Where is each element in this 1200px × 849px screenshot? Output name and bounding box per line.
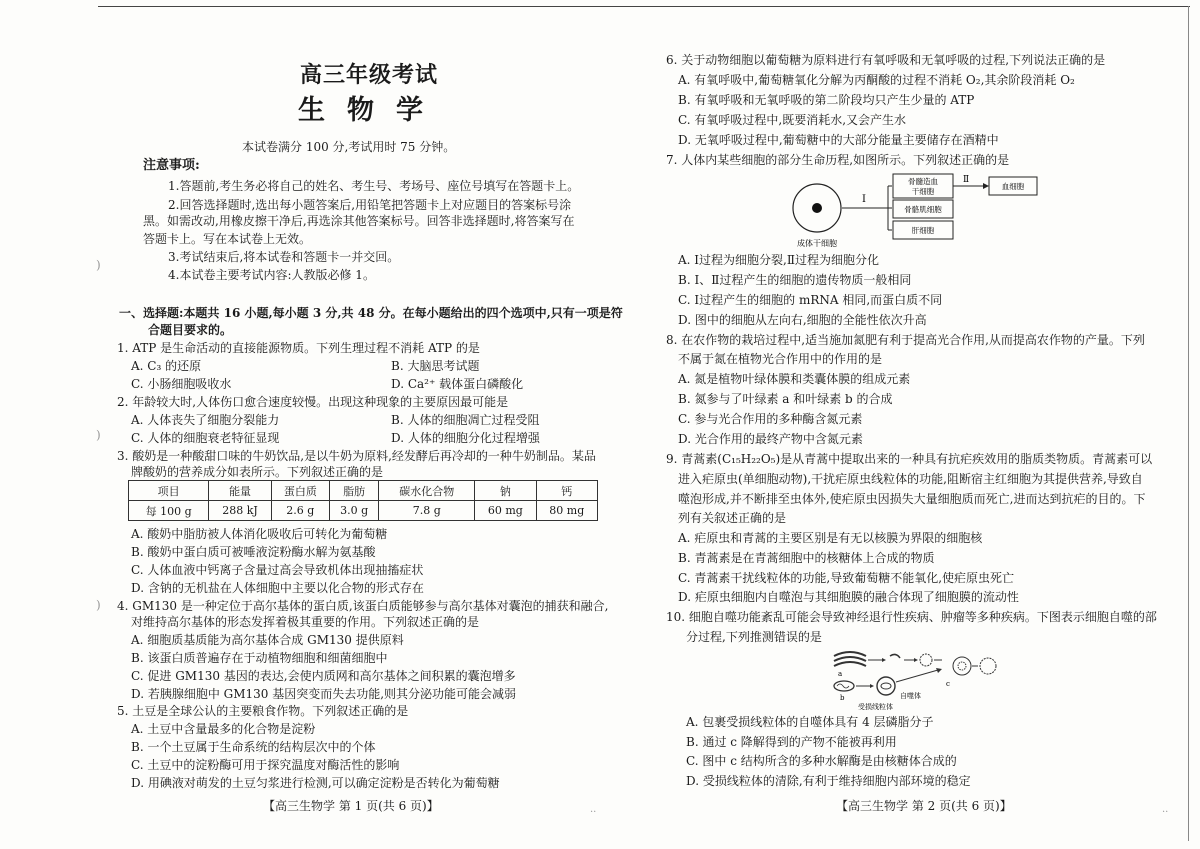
arrow-head: [914, 658, 918, 662]
q2-option-c: C. 人体的细胞衰老特征显现: [131, 431, 280, 445]
label-c: c: [946, 680, 950, 688]
stem-cell-label: 成体干细胞: [797, 239, 837, 248]
q10-option-d: D. 受损线粒体的清除,有利于维持细胞内部环境的稳定: [686, 774, 971, 788]
question-4-stem-cont: 对维持高尔基体的形态发挥着极其重要的作用。下列叙述正确的是: [131, 615, 480, 629]
box-label: 肝细胞: [911, 226, 935, 235]
scan-mark: ..: [1162, 804, 1169, 815]
table-header-cell: 碳水化合物: [379, 481, 475, 501]
exam-title: 高三年级考试: [300, 62, 439, 88]
table-row: [129, 501, 598, 521]
q1-option-b: B. 大脑思考试题: [391, 359, 480, 373]
q5-option-c: C. 土豆中的淀粉酶可用于探究温度对酶活性的影响: [131, 758, 400, 772]
q5-option-b: B. 一个土豆属于生命系统的结构层次中的个体: [131, 740, 376, 754]
note-line: 4.本试卷主要考试内容:人教版必修 1。: [168, 268, 375, 282]
q9-option-a: A. 疟原虫和青蒿的主要区别是有无以核膜为界限的细胞核: [678, 531, 983, 545]
table-header-cell: 能量: [209, 481, 271, 501]
q6-option-d: D. 无氧呼吸过程中,葡萄糖中的大部分能量主要储存在酒精中: [678, 133, 999, 147]
q7-option-a: A. Ⅰ过程为细胞分裂,Ⅱ过程为细胞分化: [678, 253, 880, 267]
question-7-stem: 7. 人体内某些细胞的部分生命历程,如图所示。下列叙述正确的是: [666, 153, 1010, 167]
arrow-head: [983, 183, 989, 189]
q5-option-d: D. 用碘液对萌发的土豆匀浆进行检测,可以确定淀粉是否转化为葡萄糖: [131, 776, 500, 790]
note-line: 答题卡上。写在本试卷上无效。: [143, 232, 312, 246]
question-10-stem: 10. 细胞自噬功能紊乱可能会导致神经退行性疾病、肿瘤等多种疾病。下图表示细胞自噬的部: [666, 610, 1157, 624]
label-autophagosome: 自噬体: [900, 692, 921, 700]
question-8-stem-cont: 不属于氮在植物光合作用中的作用的是: [678, 352, 883, 366]
scan-mark: ..: [590, 804, 597, 815]
note-line: 2.回答选择题时,选出每小题答案后,用铅笔把答题卡上对应题目的答案标号涂: [168, 198, 572, 212]
q10-option-a: A. 包裹受损线粒体的自噬体具有 4 层磷脂分子: [686, 715, 934, 729]
question-3-stem: 3. 酸奶是一种酸甜口味的牛奶饮品,是以牛奶为原料,经发酵后再冷却的一种牛奶制品。某品: [117, 449, 596, 463]
q3-option-c: C. 人体血液中钙离子含量过高会导致机体出现抽搐症状: [131, 563, 424, 577]
q6-option-c: C. 有氧呼吸过程中,既要消耗水,又会产生水: [678, 113, 907, 127]
question-9-stem: 9. 青蒿素(C₁₅H₂₂O₅)是从青蒿中提取出来的一种具有抗疟疾效用的脂质类物质。青蒿素可以: [666, 452, 1153, 466]
punch-mark: ): [96, 598, 101, 612]
table-cell: 每 100 g: [129, 501, 209, 521]
q3-option-b: B. 酸奶中蛋白质可被唾液淀粉酶水解为氨基酸: [131, 545, 376, 559]
er-membrane: [834, 657, 866, 661]
q5-option-a: A. 土豆中含量最多的化合物是淀粉: [131, 722, 316, 736]
box-label: 骨骼肌细胞: [904, 205, 942, 214]
table-cell: 2.6 g: [271, 501, 329, 521]
notes-heading: 注意事项:: [143, 158, 200, 173]
note-line: 黑。如需改动,用橡皮擦干净后,再选涂其他答案标号。回答非选择题时,将答案写在: [143, 214, 575, 228]
q10-option-c: C. 图中 c 结构所含的多种水解酶是由核糖体合成的: [686, 754, 957, 768]
question-4-stem: 4. GM130 是一种定位于高尔基体的蛋白质,该蛋白质能够参与高尔基体对囊泡的捕获和融合,: [117, 599, 609, 613]
label-b: b: [840, 694, 845, 702]
vesicle-shape: [920, 654, 932, 666]
note-line: 3.考试结束后,将本试卷和答题卡一并交回。: [168, 250, 400, 264]
question-9-stem-cont: 噬泡形成,并不断排至虫体外,使疟原虫因损失大量细胞质而死亡,进而达到抗疟的目的。下: [678, 492, 1146, 506]
table-header-cell: 钙: [536, 481, 597, 501]
q4-option-d: D. 若胰腺细胞中 GM130 基因突变而失去功能,则其分泌功能可能会减弱: [131, 687, 517, 701]
subject-title: 生物学: [298, 95, 445, 126]
q9-option-c: C. 青蒿素干扰线粒体的功能,导致葡萄糖不能氧化,使疟原虫死亡: [678, 571, 1015, 585]
q4-option-c: C. 促进 GM130 基因的表达,会使内质网和高尔基体之间积累的囊泡增多: [131, 669, 516, 683]
q2-option-d: D. 人体的细胞分化过程增强: [391, 431, 540, 445]
process-1-label: Ⅰ: [862, 194, 866, 205]
question-3-stem-cont: 牌酸奶的营养成分如表所示。下列叙述正确的是: [131, 465, 384, 479]
q2-option-a: A. 人体丧失了细胞分裂能力: [131, 413, 280, 427]
label-a: a: [838, 670, 843, 678]
q6-option-a: A. 有氧呼吸中,葡萄糖氧化分解为丙酮酸的过程不消耗 O₂,其余阶段消耗 O₂: [678, 73, 1075, 87]
question-8-stem: 8. 在农作物的栽培过程中,适当施加氮肥有利于提高光合作用,从而提高农作物的产量。下列: [666, 333, 1145, 347]
nutrition-table: [128, 480, 598, 521]
q9-option-b: B. 青蒿素是在青蒿细胞中的核糖体上合成的物质: [678, 551, 935, 565]
table-header-cell: 钠: [475, 481, 536, 501]
cell-development-diagram: [790, 172, 1050, 248]
question-9-stem-cont: 列有关叙述正确的是: [678, 511, 787, 525]
enclosed-mito: [881, 683, 891, 689]
q4-option-a: A. 细胞质基质能为高尔基体合成 GM130 提供原料: [131, 633, 404, 647]
exam-intro: 本试卷满分 100 分,考试用时 75 分钟。: [242, 140, 456, 154]
q7-option-b: B. Ⅰ、Ⅱ过程产生的细胞的遗传物质一般相同: [678, 273, 912, 287]
table-cell: 7.8 g: [379, 501, 475, 521]
cristae: [837, 684, 849, 688]
table-cell: 288 kJ: [209, 501, 271, 521]
autophagosome-shape: [877, 677, 895, 695]
page-2: [600, 0, 1200, 849]
q6-option-b: B. 有氧呼吸和无氧呼吸的第二阶段均只产生少量的 ATP: [678, 93, 975, 107]
q8-option-c: C. 参与光合作用的多种酶含氮元素: [678, 412, 863, 426]
note-line: 1.答题前,考生务必将自己的姓名、考生号、考场号、座位号填写在答题卡上。: [168, 179, 580, 193]
section-heading: 一、选择题:本题共 16 小题,每小题 3 分,共 48 分。在每小题给出的四个选项中,只有一项是符: [119, 306, 623, 320]
q4-option-b: B. 该蛋白质普遍存在于动植物细胞和细菌细胞中: [131, 651, 388, 665]
page-2-footer: 【高三生物学 第 2 页(共 6 页)】: [836, 799, 1012, 813]
table-cell: 60 mg: [475, 501, 536, 521]
q3-option-a: A. 酸奶中脂肪被人体消化吸收后可转化为葡萄糖: [131, 527, 388, 541]
q2-option-b: B. 人体的细胞凋亡过程受阻: [391, 413, 540, 427]
q8-option-a: A. 氮是植物叶绿体膜和类囊体膜的组成元素: [678, 372, 911, 386]
q7-option-d: D. 图中的细胞从左向右,细胞的全能性依次升高: [678, 313, 927, 327]
autophagy-diagram: [828, 648, 998, 710]
question-6-stem: 6. 关于动物细胞以葡萄糖为原料进行有氧呼吸和无氧呼吸的过程,下列说法正确的是: [666, 53, 1106, 67]
q1-option-c: C. 小肠细胞吸收水: [131, 377, 232, 391]
table-cell: 80 mg: [536, 501, 597, 521]
arrow-head: [870, 684, 874, 688]
arrow-line: [896, 670, 938, 682]
table-header-cell: 项目: [129, 481, 209, 501]
box-label: 骨髓造血: [908, 177, 938, 186]
q1-option-a: A. C₃ 的还原: [131, 359, 202, 373]
q8-option-b: B. 氮参与了叶绿素 a 和叶绿素 b 的合成: [678, 392, 893, 406]
q3-option-d: D. 含钠的无机盐在人体细胞中主要以化合物的形式存在: [131, 581, 424, 595]
process-2-label: Ⅱ: [963, 175, 970, 185]
question-5-stem: 5. 土豆是全球公认的主要粮食作物。下列叙述正确的是: [117, 704, 409, 718]
question-2-stem: 2. 年龄较大时,人体伤口愈合速度较慢。出现这种现象的主要原因最可能是: [117, 395, 509, 409]
label-damaged-mito: 受损线粒体: [858, 703, 893, 710]
punch-mark: ): [96, 258, 101, 272]
table-cell: 3.0 g: [329, 501, 379, 521]
phagophore-shape: [890, 654, 900, 658]
lysosome-shape: [953, 657, 971, 675]
q1-option-d: D. Ca²⁺ 载体蛋白磷酸化: [391, 377, 524, 391]
q7-option-c: C. Ⅰ过程产生的细胞的 mRNA 相同,而蛋白质不同: [678, 293, 943, 307]
er-membrane: [834, 652, 866, 656]
er-membrane: [834, 662, 866, 666]
section-heading-cont: 合题目要求的。: [148, 323, 233, 337]
q8-option-d: D. 光合作用的最终产物中含氮元素: [678, 432, 863, 446]
question-10-stem-cont: 分过程,下列推测错误的是: [686, 630, 822, 644]
table-header-row: [129, 481, 598, 501]
box-label: 干细胞: [911, 187, 935, 196]
question-1-stem: 1. ATP 是生命活动的直接能源物质。下列生理过程不消耗 ATP 的是: [117, 341, 480, 355]
lysosome-content: [958, 662, 966, 670]
punch-mark: ): [96, 428, 101, 442]
q9-option-d: D. 疟原虫细胞内自噬泡与其细胞膜的融合体现了细胞膜的流动性: [678, 590, 1019, 604]
question-9-stem-cont: 进入疟原虫(单细胞动物),干扰疟原虫线粒体的功能,阻断宿主红细胞为其提供营养,导致自: [678, 472, 1143, 486]
degraded-shape: [980, 658, 996, 674]
arrow-head: [882, 658, 886, 662]
q10-option-b: B. 通过 c 降解得到的产物不能被再利用: [686, 735, 897, 749]
box-label: 血细胞: [1001, 182, 1025, 191]
page-1-footer: 【高三生物学 第 1 页(共 6 页)】: [263, 799, 439, 813]
nucleus-shape: [812, 203, 822, 213]
table-header-cell: 蛋白质: [271, 481, 329, 501]
table-header-cell: 脂肪: [329, 481, 379, 501]
